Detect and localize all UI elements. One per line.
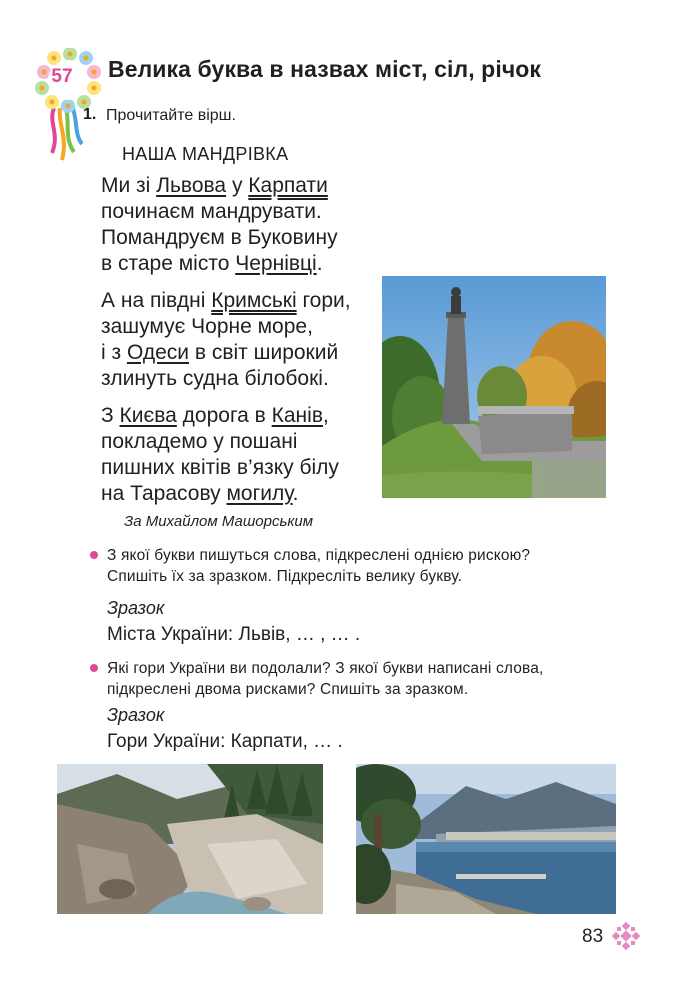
bullet-icon <box>90 664 98 672</box>
poem-line <box>101 251 338 277</box>
poem-text: гори, <box>296 289 351 312</box>
monument-photo <box>382 276 606 498</box>
poem-line: починаєм мандрувати. <box>101 200 322 223</box>
underlined-city: Львова <box>156 174 227 197</box>
poem-text: в світ широкий <box>189 341 339 364</box>
underlined-word: могилу <box>226 482 293 505</box>
sea-coast-photo <box>356 764 616 914</box>
sample-label: Зразок <box>107 598 165 618</box>
poem-line <box>101 481 339 507</box>
underlined-city: Одеси <box>126 341 190 364</box>
poem-stanza-2 <box>101 288 351 392</box>
poem-line <box>101 403 339 429</box>
bullet-icon <box>90 551 98 559</box>
mountain-canyon-photo <box>57 764 323 914</box>
double-underlined-mountains: Карпати <box>248 174 328 197</box>
poem-line: пишних квітів в’язку білу <box>101 456 339 479</box>
task-instruction: Прочитайте вірш. <box>106 107 236 124</box>
poem-text: Ми зі <box>101 174 157 197</box>
poem-line: покладемо у пошані <box>101 430 298 453</box>
poem-text: в старе місто <box>101 252 236 275</box>
poem-text: на Тарасову <box>101 482 227 505</box>
task-number: 1. <box>83 106 97 123</box>
page-number: 83 <box>582 926 604 947</box>
poem-text: . <box>292 482 299 505</box>
underlined-city: Чернівці <box>235 252 317 275</box>
sample-answer: Гори України: Карпати, … . <box>107 731 343 752</box>
poem-line: зашумує Чорне море, <box>101 315 313 338</box>
poem-text: у <box>226 174 249 197</box>
poem-line <box>101 173 338 199</box>
question-line: підкреслені двома рисками? Спишіть за зразком. <box>107 681 469 698</box>
sample-label: Зразок <box>107 705 165 725</box>
poem-stanza-3 <box>101 403 339 507</box>
lesson-title: Велика буква в назвах міст, сіл, річок <box>108 56 542 82</box>
question-line: Спишіть їх за зразком. Підкресліть велику букву. <box>107 568 463 585</box>
poem-text: . <box>316 252 323 275</box>
poem-text: і з <box>101 341 127 364</box>
lesson-number: 57 <box>51 66 73 87</box>
double-underlined-mountains: Кримські <box>211 289 297 312</box>
underlined-city: Києва <box>119 404 177 427</box>
ornament-icon <box>611 921 641 951</box>
poem-line <box>101 288 351 314</box>
sample-answer: Міста України: Львів, … , … . <box>107 624 361 645</box>
poem-author: За Михайлом Машорським <box>124 513 314 530</box>
question-line: Які гори України ви подолали? З якої букви написані слова, <box>107 660 544 677</box>
poem-stanza-1 <box>101 173 338 277</box>
poem-text: дорога в <box>176 404 272 427</box>
exercise-1-question <box>107 545 530 587</box>
exercise-2-question <box>107 658 543 700</box>
poem-title: НАША МАНДРІВКА <box>122 144 289 164</box>
poem-line <box>101 340 351 366</box>
underlined-city: Канів <box>271 404 323 427</box>
poem-line: Помандруєм в Буковину <box>101 226 338 249</box>
poem-text: , <box>322 404 329 427</box>
poem-line: злинуть судна білобокі. <box>101 367 329 390</box>
question-line: З якої букви пишуться слова, підкреслені однією рискою? <box>107 547 531 564</box>
poem-text: З <box>101 404 120 427</box>
poem-text: А на півдні <box>101 289 212 312</box>
